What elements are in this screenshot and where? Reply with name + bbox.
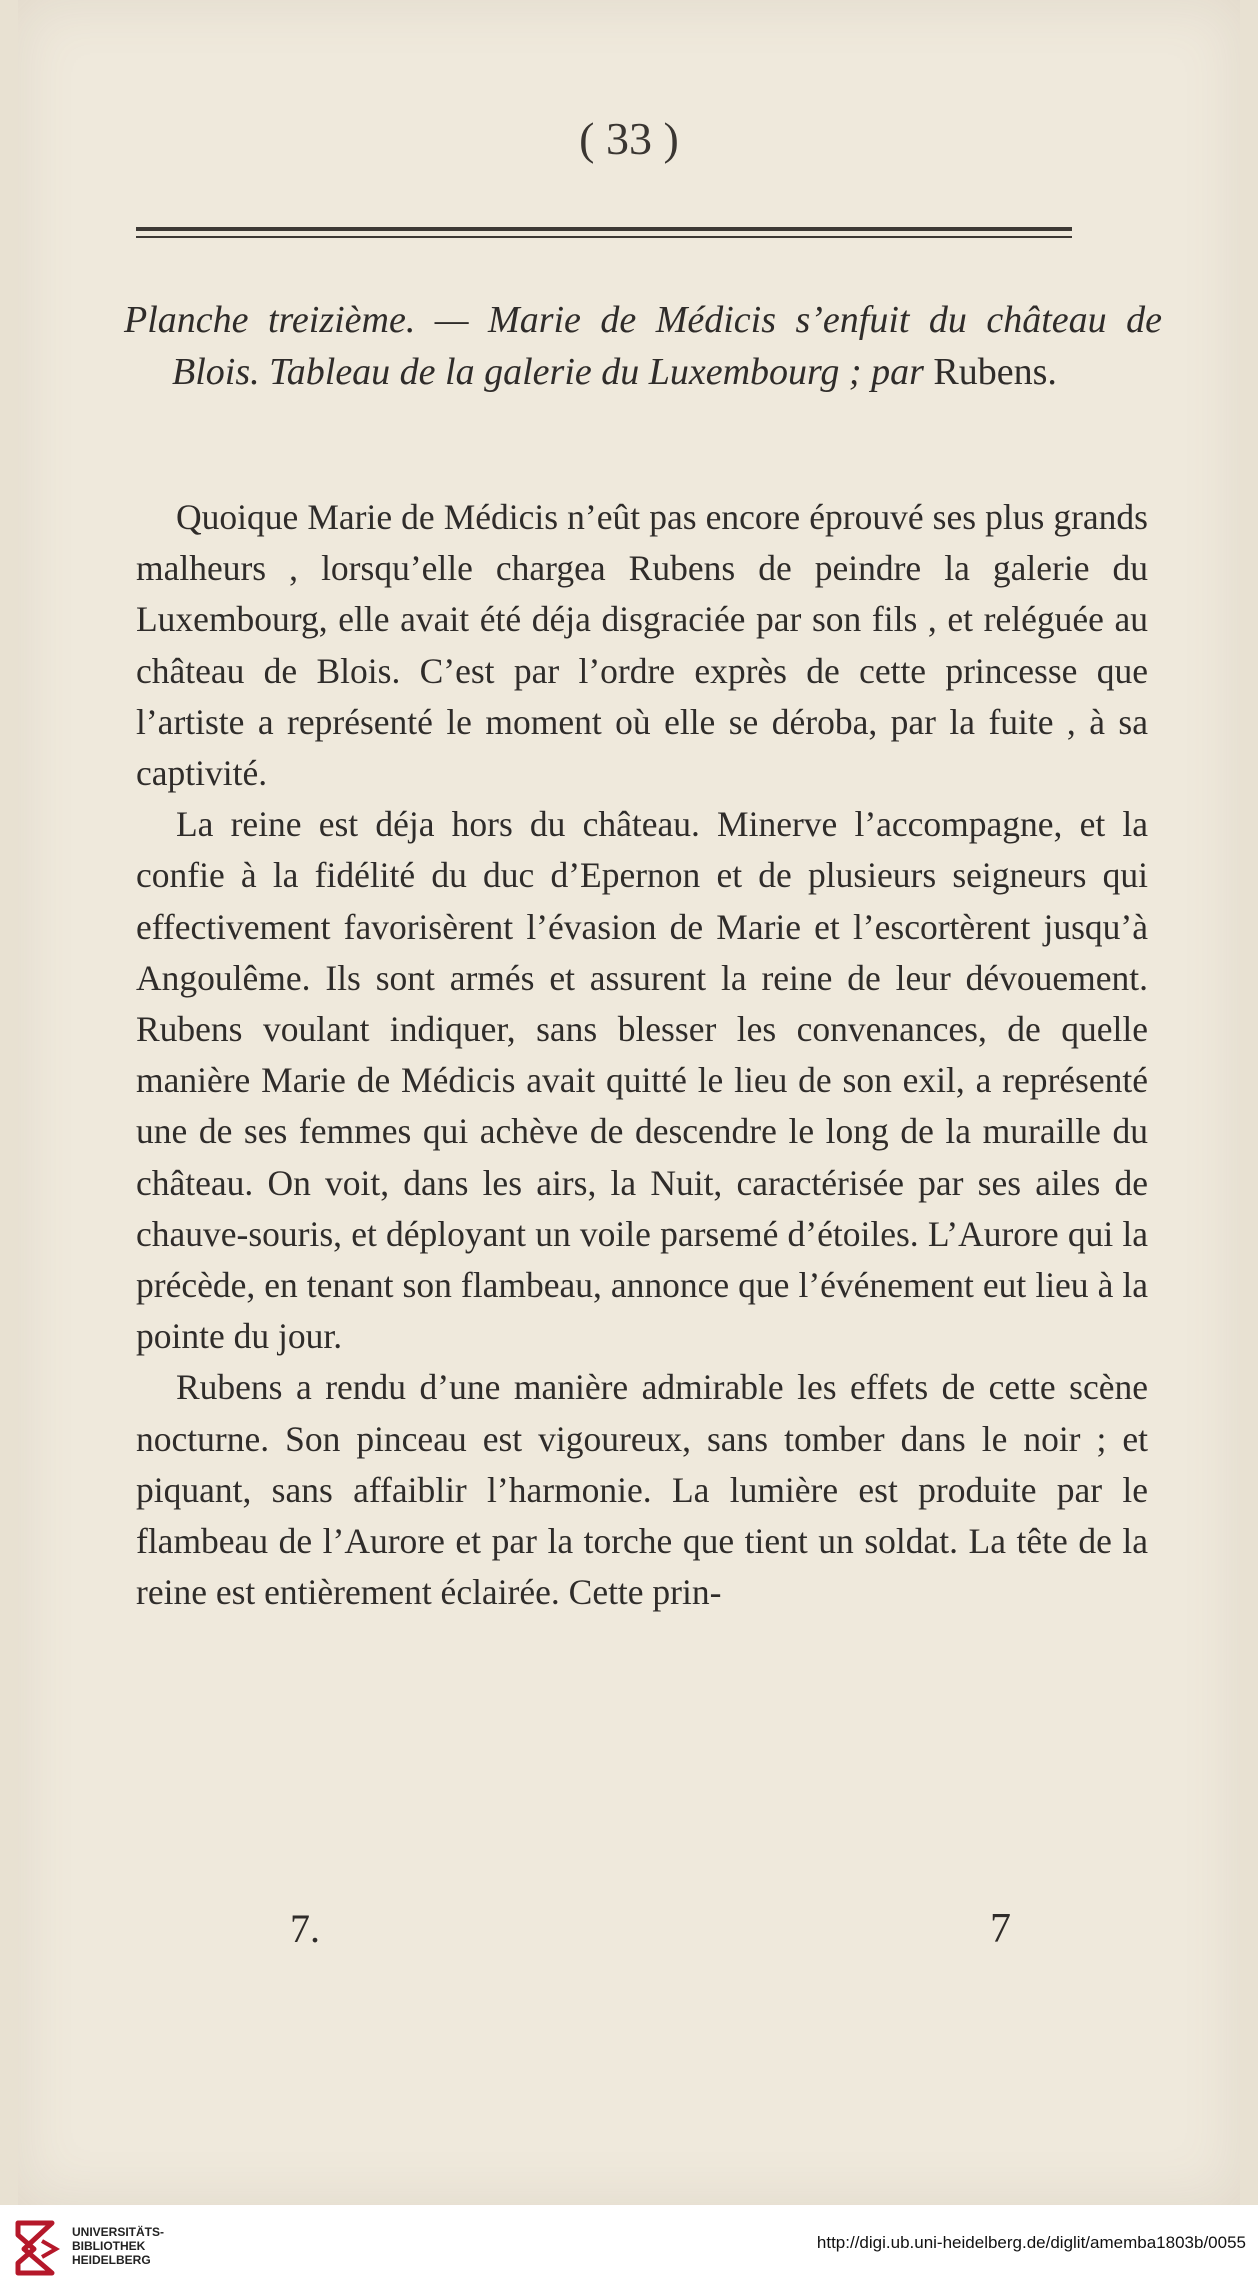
university-library-logo-icon	[12, 2219, 60, 2277]
plate-heading-italic: Planche treizième. — Marie de Médicis s’enfuit du château de Blois. Tableau de la galerie du Luxembourg ; par	[124, 299, 1162, 393]
paragraph-3: Rubens a rendu d’une manière admirable les effets de cette scène nocturne. Son pinceau est vigoureux, sans tomber dans le noir ; et piquant, sans affaiblir l’harmonie. La lumière est produite par le flambeau de l’Aurore et par la torche que tient un soldat. La tête de la reine est entièrement éclairée. Cette prin-	[136, 1367, 1148, 1613]
signature-mark-right: 7	[990, 1906, 1011, 1952]
paragraph-1: Quoique Marie de Médicis n’eût pas encore éprouvé ses plus grands malheurs , lorsqu’elle chargea Rubens de peindre la galerie du Luxembourg, elle avait été déja disgraciée par son fils , et reléguée au château de Blois. C’est par l’ordre exprès de cette princesse que l’artiste a représenté le moment où elle se déroba, par la fuite , à sa captivité.	[136, 497, 1148, 794]
body-text	[136, 492, 1148, 1618]
page-number: ( 33 )	[579, 113, 679, 164]
plate-heading-artist: Rubens.	[933, 351, 1057, 393]
permalink-url[interactable]: http://digi.ub.uni-heidelberg.de/diglit/amemba1803b/0055	[816, 2233, 1246, 2252]
paragraph-2: La reine est déja hors du château. Minerve l’accompagne, et la confie à la fidélité du duc d’Epernon et de plusieurs seigneurs qui effectivement favorisèrent l’évasion de Marie et l’escortèrent jusqu’à Angoulême. Ils sont armés et assurent la reine de leur dévouement. Rubens voulant indiquer, sans blesser les convenances, de quelle manière Marie de Médicis avait quitté le lieu de son exil, a représenté une de ses femmes qui achève de descendre le long de la muraille du château. On voit, dans les airs, la Nuit, caractérisée par ses ailes de chauve-souris, et déployant un voile parsemé d’étoiles. L’Aurore qui la précède, en tenant son flambeau, annonce que l’événement eut lieu à la pointe du jour.	[136, 804, 1148, 1357]
signature-mark-left: 7.	[290, 1906, 320, 1951]
logo-line: UNIVERSITÄTS-	[72, 2225, 165, 2239]
plate-heading	[124, 294, 1162, 398]
header-rule-thick	[136, 227, 1072, 231]
university-library-logo-text	[72, 2225, 164, 2267]
logo-line: HEIDELBERG	[72, 2253, 151, 2267]
viewer-footer	[0, 2205, 1258, 2287]
logo-line: BIBLIOTHEK	[72, 2239, 146, 2253]
header-rule-thin	[136, 236, 1072, 238]
